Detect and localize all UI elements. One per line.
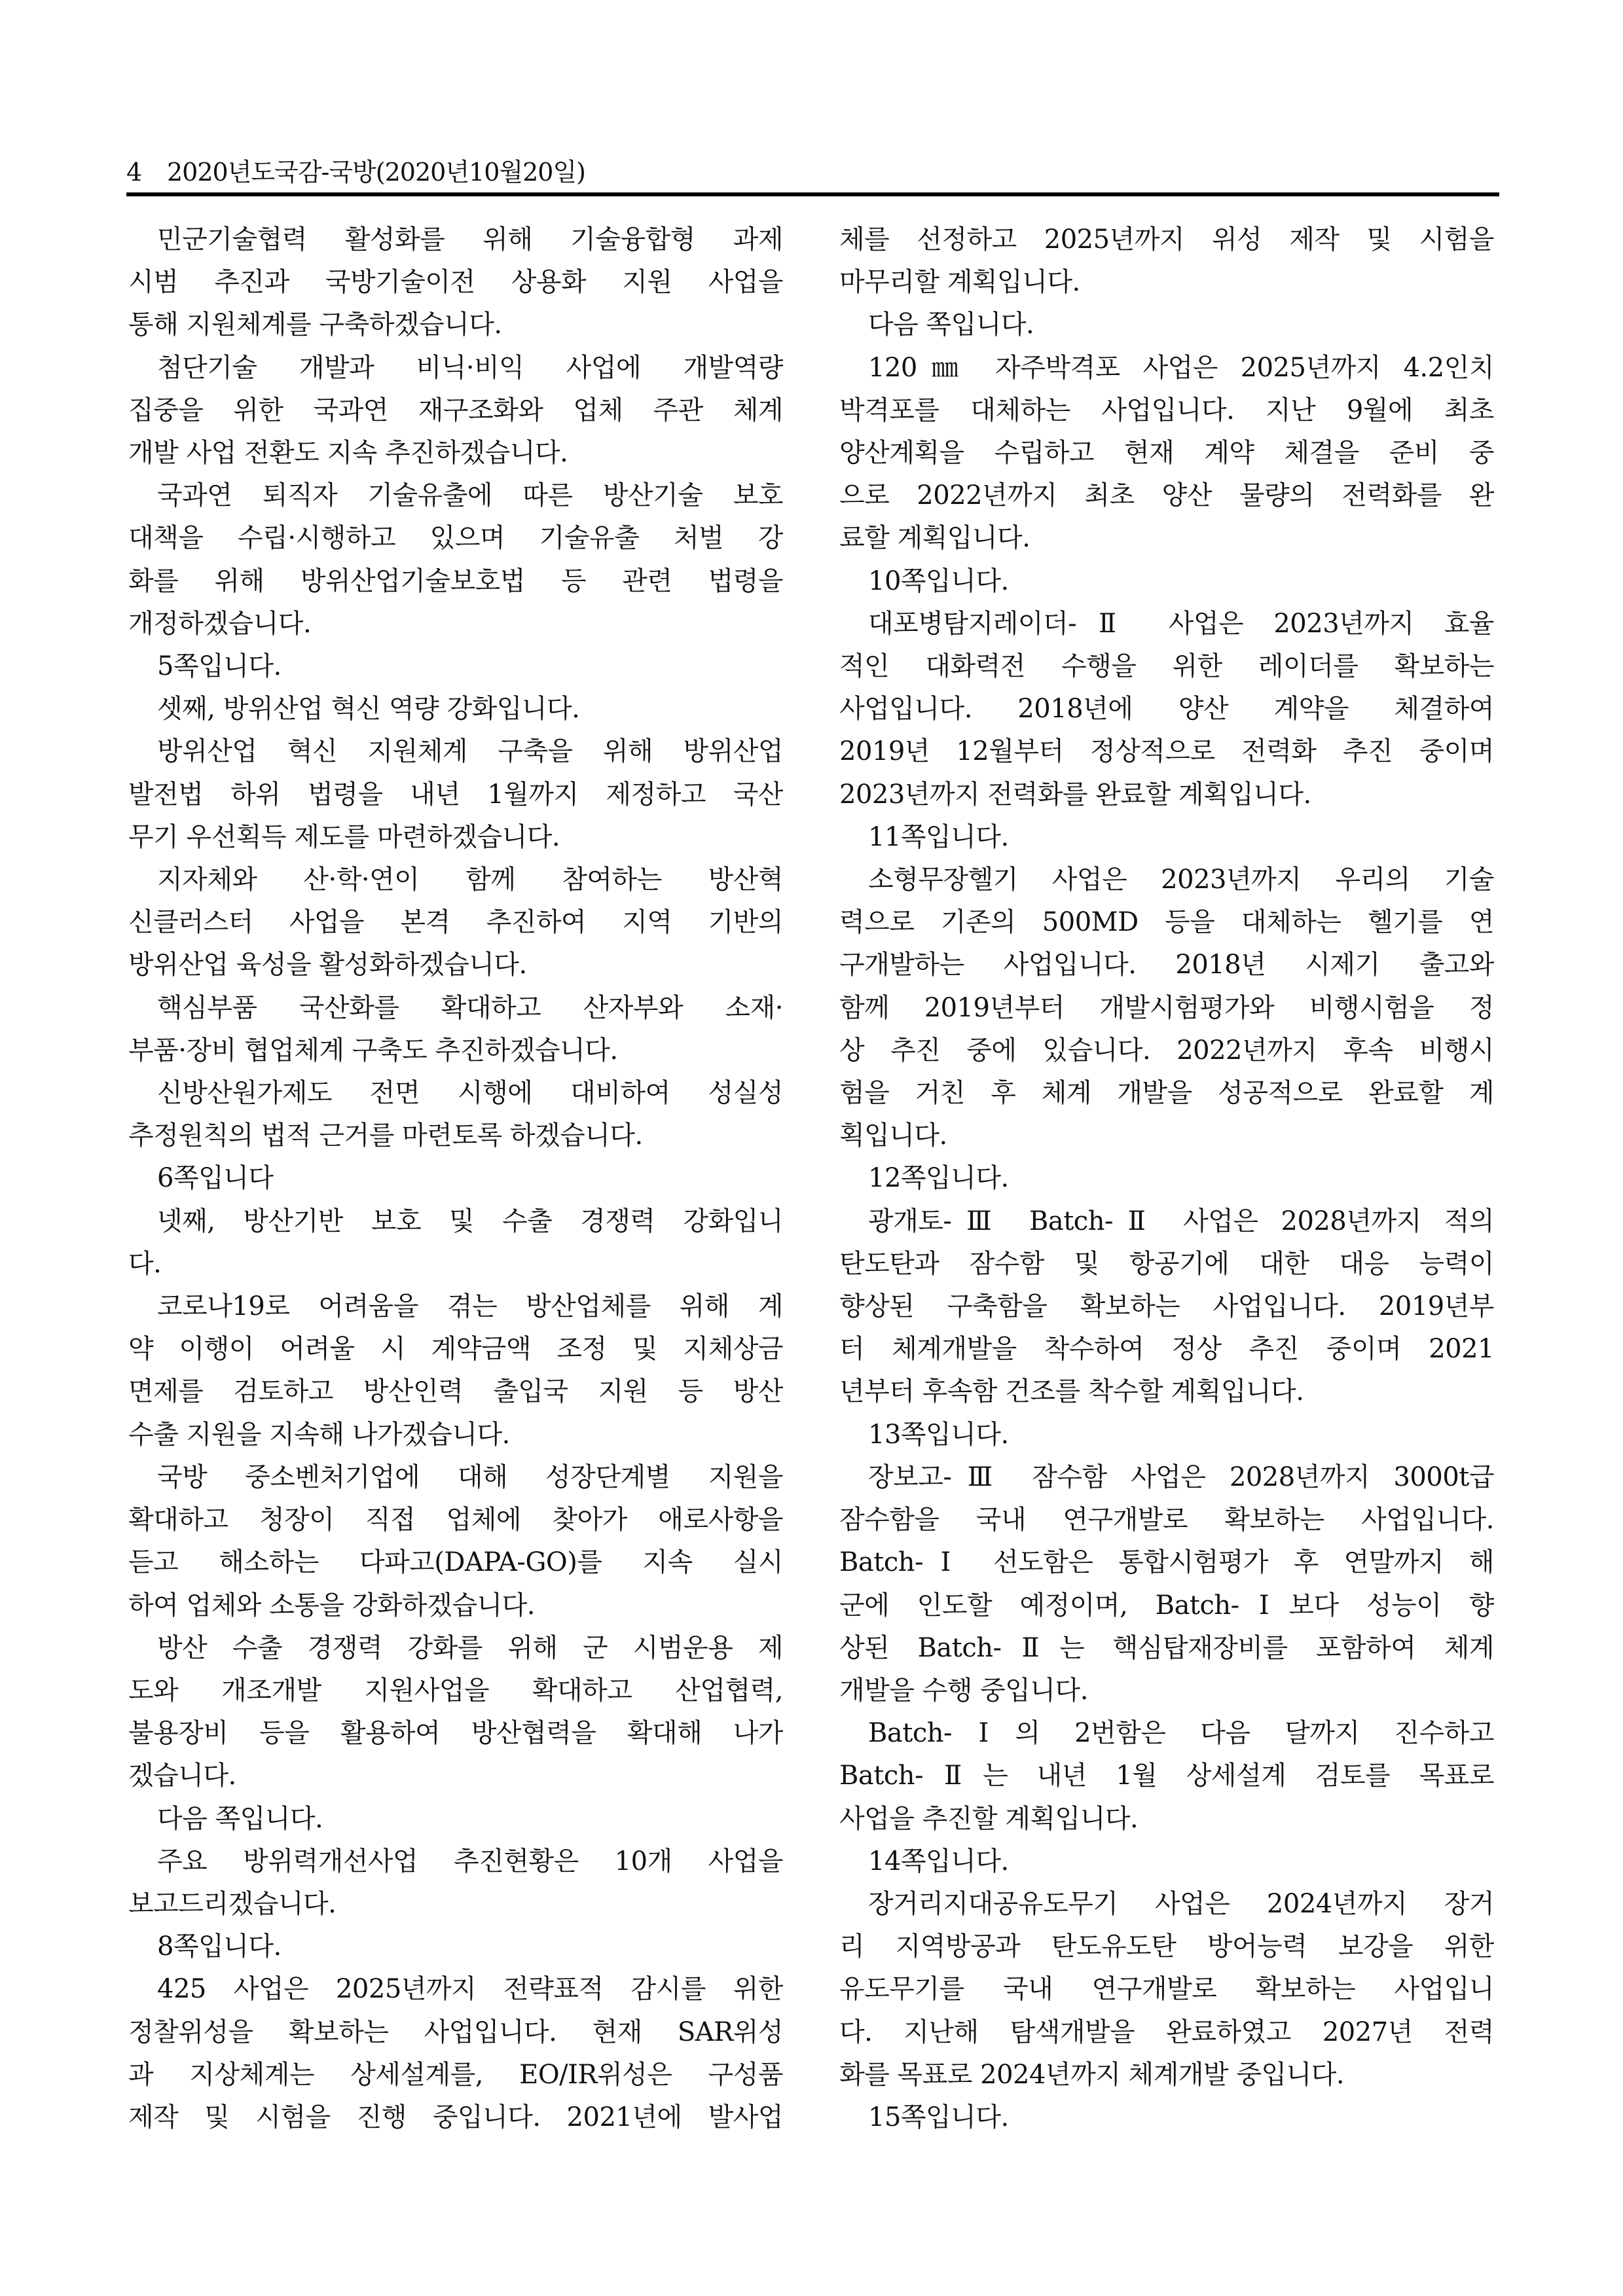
text-line: 불용장비 등을 활용하여 방산협력을 확대해 나가 [128, 1718, 783, 1749]
text-line: 년부터 후속함 건조를 착수할 계획입니다. [839, 1376, 1304, 1407]
paragraph [839, 1840, 1494, 1883]
text-line: 다음 쪽입니다. [157, 1803, 323, 1834]
text-line: 도와 개조개발 지원사업을 확대하고 산업협력, [128, 1675, 783, 1706]
left-column [128, 219, 783, 2139]
text-line: 통해 지원체계를 구축하겠습니다. [128, 310, 502, 340]
text-line: 셋째, 방위산업 혁신 역량 강화입니다. [157, 694, 580, 725]
paragraph [839, 1712, 1494, 1840]
text-line: Batch-Ⅰ의 2번함은 다음 달까지 진수하고 [868, 1718, 1494, 1749]
text-line: 국방 중소벤처기업에 대해 성장단계별 지원을 [157, 1462, 783, 1492]
text-line: 12쪽입니다. [868, 1163, 1009, 1194]
text-line: 소형무장헬기 사업은 2023년까지 우리의 기술 [868, 865, 1494, 895]
text-line: 리 지역방공과 탄도유도탄 방어능력 보강을 위한 [839, 1931, 1494, 1962]
text-line: 정찰위성을 확보하는 사업입니다. 현재 SAR위성 [128, 2017, 783, 2047]
paragraph [839, 560, 1494, 603]
text-line: 유도무기를 국내 연구개발로 확보하는 사업입니 [839, 1974, 1494, 2005]
text-line: 광개토-Ⅲ Batch-Ⅱ 사업은 2028년까지 적의 [868, 1206, 1494, 1236]
text-line: 보고드리겠습니다. [128, 1888, 337, 1919]
paragraph [839, 2096, 1494, 2139]
paragraph [839, 304, 1494, 346]
text-line: 화를 위해 방위산업기술보호법 등 관련 법령을 [128, 565, 783, 596]
text-line: 첨단기술 개발과 비닉·비익 사업에 개발역량 [157, 352, 783, 383]
paragraph [839, 603, 1494, 816]
text-line: 으로 2022년까지 최초 양산 물량의 전력화를 완 [839, 480, 1494, 511]
text-line: 발전법 하위 법령을 내년 1월까지 제정하고 국산 [128, 779, 783, 810]
text-line: 상 추진 중에 있습니다. 2022년까지 후속 비행시 [839, 1035, 1494, 1066]
text-line: 박격포를 대체하는 사업입니다. 지난 9월에 최초 [839, 395, 1494, 425]
paragraph [128, 1200, 783, 1285]
paragraph [839, 1414, 1494, 1456]
text-line: 력으로 기존의 500MD 등을 대체하는 헬기를 연 [839, 907, 1494, 938]
paragraph [128, 1456, 783, 1627]
text-line: 약 이행이 어려울 시 계약금액 조정 및 지체상금 [128, 1334, 783, 1365]
paragraph [839, 1157, 1494, 1200]
text-line: 부품·장비 협업체계 구축도 추진하겠습니다. [128, 1035, 618, 1066]
text-line: 2023년까지 전력화를 완료할 계획입니다. [839, 779, 1311, 810]
text-line: 방위산업 육성을 활성화하겠습니다. [128, 950, 527, 980]
text-line: 핵심부품 국산화를 확대하고 산자부와 소재· [157, 992, 783, 1023]
text-line: 과 지상체계는 상세설계를, EO/IR위성은 구성품 [128, 2059, 783, 2090]
text-line: 집중을 위한 국과연 재구조화와 업체 주관 체계 [128, 395, 783, 425]
text-line: 다. 지난해 탐색개발을 완료하였고 2027년 전력 [839, 2017, 1494, 2047]
text-line: 민군기술협력 활성화를 위해 기술융합형 과제 [157, 224, 783, 255]
paragraph [128, 475, 783, 645]
text-line: 무기 우선획득 제도를 마련하겠습니다. [128, 821, 560, 852]
paragraph [839, 347, 1494, 560]
text-line: 상된 Batch-Ⅱ는 핵심탑재장비를 포함하여 체계 [839, 1632, 1494, 1663]
paragraph [128, 987, 783, 1072]
text-line: 함께 2019년부터 개발시험평가와 비행시험을 정 [839, 992, 1494, 1023]
paragraph [128, 1072, 783, 1157]
text-line: 험을 거친 후 체계 개발을 성공적으로 완료할 계 [839, 1078, 1494, 1109]
paragraph [128, 219, 783, 347]
text-line: 다. [128, 1248, 162, 1279]
text-line: 료할 계획입니다. [839, 523, 1030, 554]
text-line: 듣고 해소하는 다파고(DAPA-GO)를 지속 실시 [128, 1547, 783, 1578]
paragraph [128, 1968, 783, 2139]
text-line: 방산 수출 경쟁력 강화를 위해 군 시범운용 제 [157, 1632, 783, 1663]
text-line: 425 사업은 2025년까지 전략표적 감시를 위한 [157, 1974, 783, 2005]
paragraph [128, 688, 783, 730]
text-line: 사업을 추진할 계획입니다. [839, 1803, 1139, 1834]
text-line: 면제를 검토하고 방산인력 출입국 지원 등 방산 [128, 1376, 783, 1407]
text-line: Batch-Ⅰ 선도함은 통합시험평가 후 연말까지 해 [839, 1547, 1494, 1578]
text-line: 시범 추진과 국방기술이전 상용화 지원 사업을 [128, 267, 783, 298]
text-line: 13쪽입니다. [868, 1419, 1009, 1450]
text-line: 개정하겠습니다. [128, 608, 312, 639]
text-line: 장거리지대공유도무기 사업은 2024년까지 장거 [868, 1888, 1494, 1919]
text-line: 방위산업 혁신 지원체계 구축을 위해 방위산업 [157, 736, 783, 767]
text-line: 대포병탐지레이더-Ⅱ 사업은 2023년까지 효율 [868, 608, 1494, 639]
text-line: 개발을 수행 중입니다. [839, 1675, 1088, 1706]
text-line: 넷째, 방산기반 보호 및 수출 경쟁력 강화입니 [157, 1206, 783, 1236]
document-title: 2020년도국감-국방(2020년10월20일) [167, 158, 585, 187]
paragraph [839, 1456, 1494, 1712]
paragraph [128, 645, 783, 688]
text-line: 다음 쪽입니다. [868, 310, 1034, 340]
text-line: 15쪽입니다. [868, 2102, 1009, 2132]
running-header [126, 149, 1499, 195]
paragraph [128, 1798, 783, 1840]
paragraph [128, 1840, 783, 1926]
text-line: 10쪽입니다. [868, 565, 1009, 596]
text-line: 2019년 12월부터 정상적으로 전력화 추진 중이며 [839, 736, 1494, 767]
text-line: 신클러스터 사업을 본격 추진하여 지역 기반의 [128, 907, 783, 938]
text-line: 양산계획을 수립하고 현재 계약 체결을 준비 중 [839, 438, 1494, 469]
text-line: 장보고-Ⅲ 잠수함 사업은 2028년까지 3000t급 [868, 1462, 1494, 1492]
text-line: 8쪽입니다. [157, 1931, 282, 1962]
text-line: 주요 방위력개선사업 추진현황은 10개 사업을 [157, 1846, 783, 1876]
text-line: Batch-Ⅱ는 내년 1월 상세설계 검토를 목표로 [839, 1761, 1494, 1791]
text-line: 확대하고 청장이 직접 업체에 찾아가 애로사항을 [128, 1505, 783, 1535]
paragraph [128, 347, 783, 475]
text-line: 향상된 구축함을 확보하는 사업입니다. 2019년부 [839, 1291, 1494, 1322]
text-line: 체를 선정하고 2025년까지 위성 제작 및 시험을 [839, 224, 1494, 255]
header-rule [126, 192, 1499, 196]
text-line: 구개발하는 사업입니다. 2018년 시제기 출고와 [839, 950, 1494, 980]
paragraph [839, 816, 1494, 859]
paragraph [839, 1200, 1494, 1414]
paragraph [839, 1883, 1494, 2096]
text-line: 14쪽입니다. [868, 1846, 1009, 1876]
text-line: 터 체계개발을 착수하여 정상 추진 중이며 2021 [839, 1334, 1494, 1365]
text-line: 탄도탄과 잠수함 및 항공기에 대한 대응 능력이 [839, 1248, 1494, 1279]
text-line: 제작 및 시험을 진행 중입니다. 2021년에 발사업 [128, 2102, 783, 2132]
paragraph [128, 859, 783, 987]
text-line: 마무리할 계획입니다. [839, 267, 1080, 298]
paragraph [839, 859, 1494, 1157]
text-line: 군에 인도할 예정이며, Batch-Ⅰ보다 성능이 향 [839, 1590, 1494, 1621]
text-line: 수출 지원을 지속해 나가겠습니다. [128, 1419, 510, 1450]
paragraph [128, 1285, 783, 1456]
text-line: 11쪽입니다. [868, 821, 1009, 852]
text-line: 대책을 수립·시행하고 있으며 기술유출 처벌 강 [128, 523, 783, 554]
text-line: 추정원칙의 법적 근거를 마련토록 하겠습니다. [128, 1121, 643, 1151]
text-line: 지자체와 산·학·연이 함께 참여하는 방산혁 [157, 865, 783, 895]
text-line: 국과연 퇴직자 기술유출에 따른 방산기술 보호 [157, 480, 783, 511]
paragraph [128, 1627, 783, 1798]
text-line: 잠수함을 국내 연구개발로 확보하는 사업입니다. [839, 1505, 1494, 1535]
text-line: 신방산원가제도 전면 시행에 대비하여 성실성 [157, 1078, 783, 1109]
text-line: 겠습니다. [128, 1761, 236, 1791]
paragraph [128, 1926, 783, 1968]
text-line: 획입니다. [839, 1121, 947, 1151]
text-line: 개발 사업 전환도 지속 추진하겠습니다. [128, 438, 568, 469]
text-line: 6쪽입니다 [157, 1163, 274, 1194]
text-line: 사업입니다. 2018년에 양산 계약을 체결하여 [839, 694, 1494, 725]
paragraph [128, 730, 783, 859]
page-number: 4 [126, 158, 142, 187]
paragraph [839, 219, 1494, 304]
text-line: 화를 목표로 2024년까지 체계개발 중입니다. [839, 2059, 1345, 2090]
right-column [839, 219, 1494, 2139]
text-line: 120㎜ 자주박격포 사업은 2025년까지 4.2인치 [868, 352, 1494, 383]
text-line: 적인 대화력전 수행을 위한 레이더를 확보하는 [839, 651, 1494, 682]
paragraph [128, 1157, 783, 1200]
text-line: 코로나19로 어려움을 겪는 방산업체를 위해 계 [157, 1291, 783, 1322]
text-line: 5쪽입니다. [157, 651, 282, 682]
text-line: 하여 업체와 소통을 강화하겠습니다. [128, 1590, 535, 1621]
